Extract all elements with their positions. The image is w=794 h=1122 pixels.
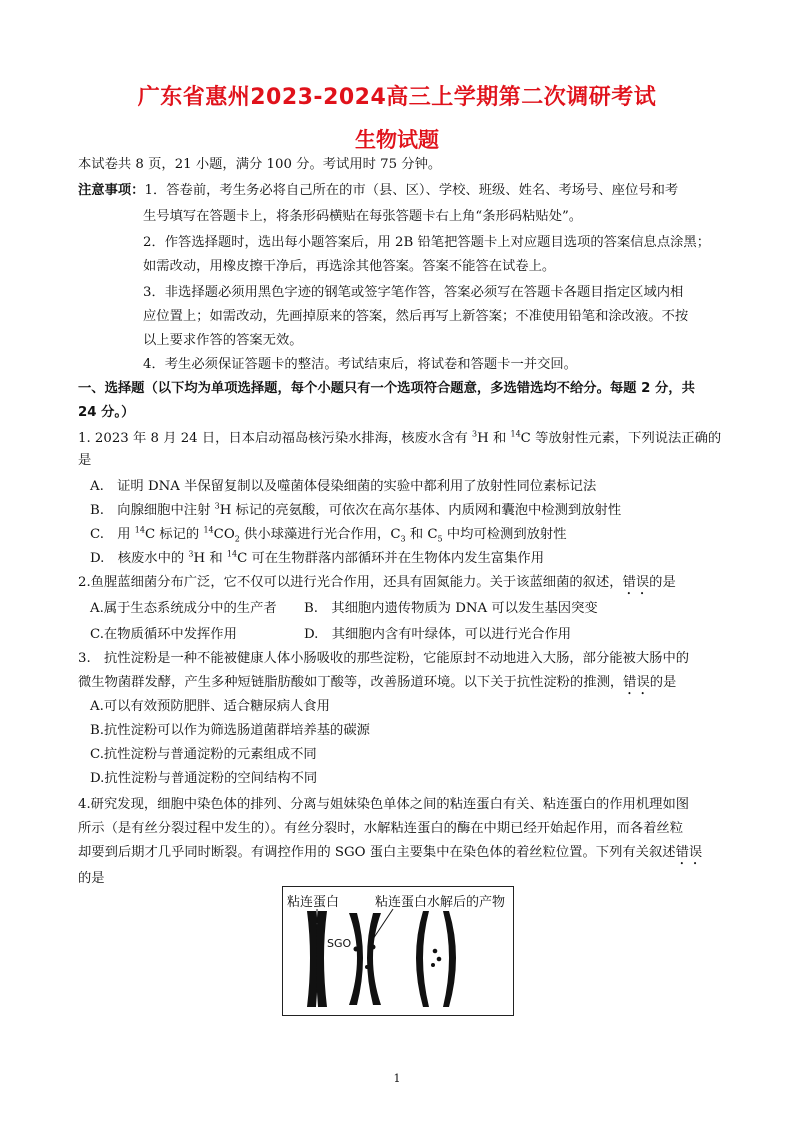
note-2b: 如需改动，用橡皮擦干净后，再选涂其他答案。答案不能答在试卷上。: [143, 259, 556, 274]
subject-title: 生物试题: [355, 128, 439, 152]
q3-stem-a: 3. 抗性淀粉是一种不能被健康人体小肠吸收的那些淀粉，它能原封不动地进入大肠，部分能被大肠中的: [78, 651, 690, 666]
q2-stem: [78, 574, 676, 598]
q1-c-sup: 14: [203, 525, 214, 535]
chromatid-shape: [367, 913, 381, 1005]
cohesin-diagram: [283, 887, 515, 1017]
q3-emphasis: 错误: [623, 675, 650, 690]
q1-c-part: C. 用: [90, 527, 135, 542]
cohesin-dot: [354, 947, 359, 952]
q1-c-sub: 3: [400, 534, 406, 544]
q1-stem: [78, 430, 721, 448]
q1-option-d: [90, 550, 544, 568]
q3-stem-part: 的是: [649, 675, 677, 690]
q3-option-a: A.可以有效预防肥胖、适合糖尿病人食用: [90, 699, 330, 714]
q1-c-part: 中均可检测到放射性: [442, 527, 567, 542]
q2-option-b: B. 其细胞内遗传物质为 DNA 可以发生基因突变: [304, 601, 598, 616]
note-2a: 2．作答选择题时，选出每小题答案后，用 2B 铅笔把答题卡上对应题目选项的答案信息点涂黑；: [143, 235, 711, 250]
q3-stem-b: [78, 674, 676, 698]
note-3b: 应位置上；如需改动，先画掉原来的答案，然后再写上新答案；不准使用铅笔和涂改液。不按: [143, 309, 689, 324]
q4-emphasis: 错误: [675, 845, 703, 860]
chromatid-shape: [416, 911, 429, 1007]
notes-label: 注意事项：: [78, 183, 145, 198]
section1-heading-line2: 24 分。）: [78, 405, 135, 420]
q1-c-sub: 2: [234, 534, 240, 544]
q2-option-c: C.在物质循环中发挥作用: [90, 627, 237, 642]
q4-stem-b: 所示（是有丝分裂过程中发生的）。有丝分裂时，水解粘连蛋白的酶在中期已经开始起作用，而各着丝粒: [78, 821, 684, 836]
figure-label-sgo: SGO: [327, 937, 352, 950]
note-1a: 1．答卷前，考生务必将自己所在的市（县、区）、学校、班级、姓名、考场号、座位号和考: [144, 183, 679, 198]
q1-iso-c: 14: [510, 429, 521, 439]
q1-stem-part: 1. 2023 年 8 月 24 日，日本启动福岛核污染水排海，核废水含有: [78, 431, 473, 446]
q3-option-b: B.抗性淀粉可以作为筛选肠道菌群培养基的碳源: [90, 723, 370, 738]
q3-stem-part: 微生物菌群发酵，产生多种短链脂肪酸如丁酸等，改善肠道环境。以下关于抗性淀粉的推测，: [78, 675, 624, 690]
q1-c-part: 供小球藻进行光合作用，C: [239, 527, 401, 542]
q4-stem-d: 的是: [78, 871, 105, 886]
q2-option-d: D. 其细胞内含有叶绿体，可以进行光合作用: [304, 627, 572, 642]
q1-b-part: H 标记的亮氨酸，可依次在高尔基体、内质网和囊泡中检测到放射性: [219, 503, 622, 518]
q1-d-sup: 14: [226, 549, 238, 559]
notes-line-1: [78, 182, 678, 200]
q1-stem-part: H 和: [477, 431, 511, 446]
q1-c-part: 和 C: [405, 527, 438, 542]
cohesin-product-dot: [433, 949, 438, 954]
note-3a: 3．非选择题必须用黑色字迹的钢笔或签字笔作答，答案必须写在答题卡各题目指定区域内相: [143, 285, 684, 300]
q1-c-part: C 标记的: [144, 527, 204, 542]
q1-d-sup: 3: [188, 549, 194, 559]
figure-label-cohesin: 粘连蛋白: [287, 895, 340, 910]
q4-stem-part: 却要到后期才几乎同时断裂。有调控作用的 SGO 蛋白主要集中在染色体的着丝粒位置。下列有关叙述: [78, 845, 676, 860]
q1-option-b: [90, 502, 621, 520]
q1-iso-h: 3: [472, 429, 478, 439]
cohesin-product-dot: [431, 963, 435, 967]
note-1b: 生号填写在答题卡上，将条形码横贴在每张答题卡右上角“条形码粘贴处”。: [143, 209, 583, 224]
q2-emphasis: 错误: [622, 575, 650, 590]
q2-stem-part: 的是: [649, 575, 676, 590]
q1-d-part: D. 核废水中的: [90, 551, 189, 566]
q4-stem-a: 4.研究发现，细胞中染色体的排列、分离与姐妹染色单体之间的粘连蛋白有关、粘连蛋白的作用机理如图: [78, 797, 690, 812]
q1-stem-end: 是: [78, 453, 92, 468]
q3-option-d: D.抗性淀粉与普通淀粉的空间结构不同: [90, 771, 318, 786]
chromatid-shape: [349, 913, 363, 1005]
q2-option-a: A.属于生态系统成分中的生产者: [90, 601, 277, 616]
cohesin-dot: [365, 965, 369, 969]
cohesin-figure: [282, 886, 514, 1016]
q1-option-c: [90, 526, 567, 544]
note-4: 4．考生必须保证答题卡的整洁。考试结束后，将试卷和答题卡一并交回。: [143, 357, 577, 372]
exam-title: 广东省惠州2023-2024高三上学期第二次调研考试: [137, 85, 657, 110]
q1-c-sup: 14: [134, 525, 145, 535]
cohesin-product-dot: [437, 957, 442, 962]
q1-b-part: B. 向腺细胞中注射: [90, 503, 215, 518]
cohesin-dot: [371, 945, 376, 950]
page-number: 1: [393, 1072, 401, 1085]
q1-option-a: A. 证明 DNA 半保留复制以及噬菌体侵染细菌的实验中都利用了放射性同位素标记法: [90, 479, 597, 494]
q4-stem-c: [78, 844, 702, 868]
q3-option-c: C.抗性淀粉与普通淀粉的元素组成不同: [90, 747, 317, 762]
q1-d-part: C 可在生物群落内部循环并在生物体内发生富集作用: [237, 551, 544, 566]
chromatid-shape: [316, 911, 327, 1007]
intro-line: 本试卷共 8 页，21 小题，满分 100 分。考试用时 75 分钟。: [78, 157, 442, 172]
q2-stem-part: 2.鱼腥蓝细菌分布广泛，它不仅可以进行光合作用，还具有固氮能力。关于该蓝细菌的叙述，: [78, 575, 623, 590]
figure-label-products: 粘连蛋白水解后的产物: [375, 895, 506, 910]
q1-stem-part: C 等放射性元素，下列说法正确的: [520, 431, 722, 446]
q1-b-sup: 3: [214, 501, 220, 511]
q1-d-part: H 和: [193, 551, 227, 566]
section1-heading-line1: 一、选择题（以下均为单项选择题，每个小题只有一个选项符合题意，多选错选均不给分。每题 2 分，共: [78, 381, 695, 396]
q1-c-part: CO: [213, 527, 235, 542]
chromatid-shape: [443, 911, 456, 1007]
q1-c-sub: 5: [437, 534, 443, 544]
note-3c: 以上要求作答的答案无效。: [143, 333, 303, 348]
